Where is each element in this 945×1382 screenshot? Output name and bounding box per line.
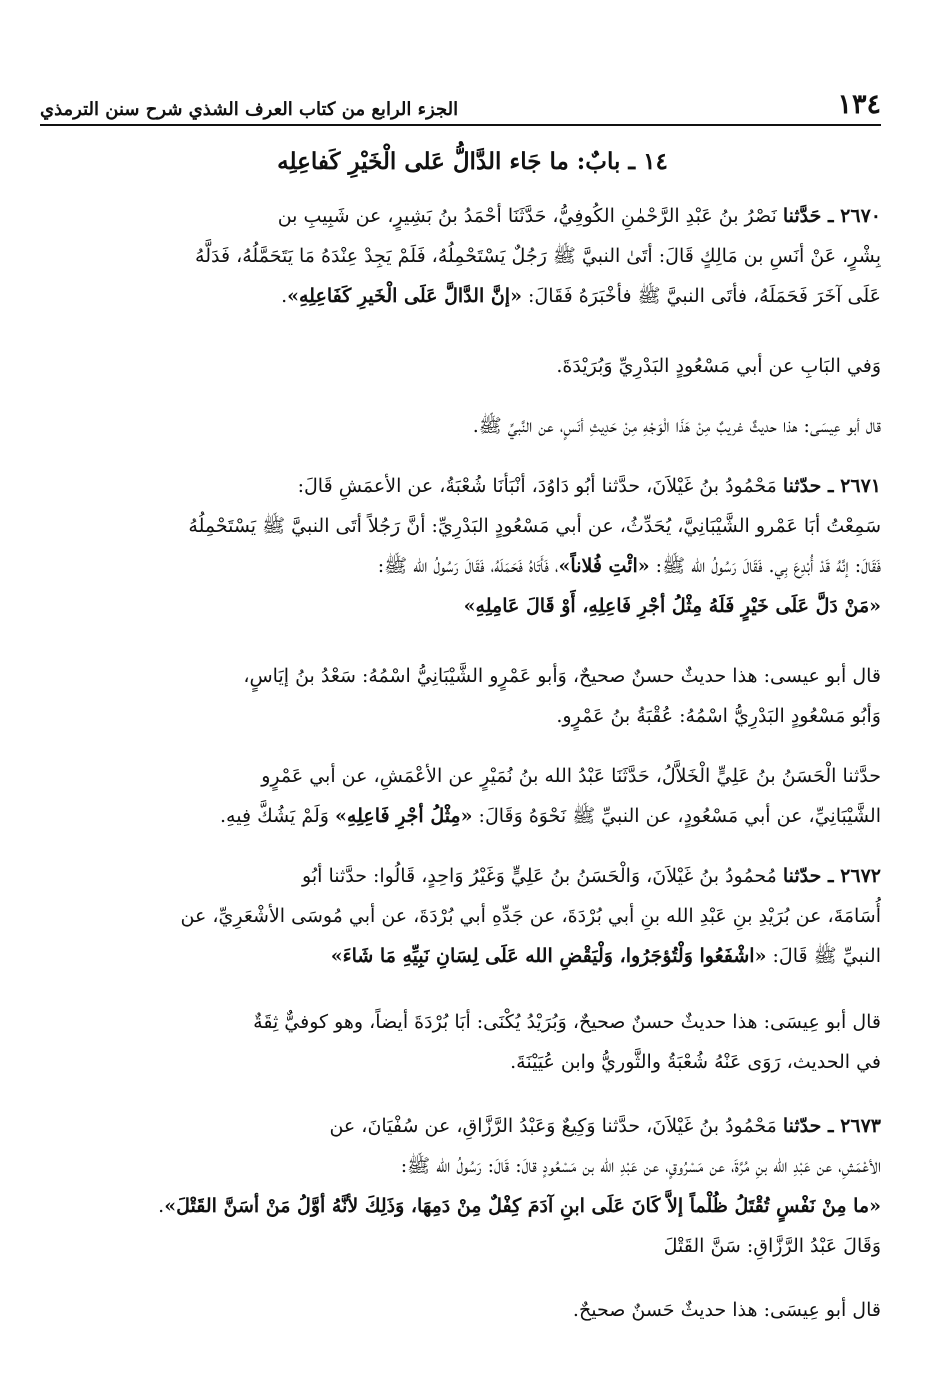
hadith-2672 — [40, 856, 881, 976]
text-run: بِشْرٍ، عَنْ أنَسِ بن مَالِكٍ قَالَ: أتَىٰ النبيَّ ﷺ رَجُلٌ يَسْتَحْمِلُهُ، فَلَمْ يَجِدْ عِنْدَهُ مَا يَتَحَمَّلُهُ، فَدَلَّهُ — [195, 245, 881, 267]
text-run: ، فَأَتَاهُ فَحَمَلَهُ، فَقَالَ رَسُولُ الله ﷺ: — [377, 555, 559, 577]
text-run: وَلَمْ يَشُكَّ فِيهِ. — [219, 805, 336, 827]
text-line — [40, 1106, 881, 1146]
chain-paragraph — [40, 756, 881, 836]
hadith-number: ٢٦٧٠ ـ حَدَّثنا — [782, 205, 881, 227]
text-line — [40, 796, 881, 836]
text-run: قال أبو عِيسَى: هذا حديثٌ حسنٌ صحيحٌ، وَبُرَيْدُ يُكْنَى: أبَا بُرْدَةَ أيضاً، وهو كوفيٌّ ثِقَةٌ — [253, 1011, 881, 1033]
text-line — [40, 1042, 881, 1082]
text-line — [40, 406, 881, 446]
text-run: عَلَى آخَرَ فَحَمَلَهُ، فأتَى النبيَّ ﷺ فأخْبَرَهُ فَقَالَ: — [521, 285, 881, 307]
text-run: في الحديث، رَوَى عَنْهُ شُعْبَةُ والثَّوريُّ وابن عُيَيْنَةَ. — [510, 1051, 881, 1073]
text-line — [40, 896, 881, 936]
hadith-number: ٢٦٧٣ ـ حدّثنا — [782, 1115, 881, 1137]
text-run: الشَّيْبَانِيِّ، عن أبي مَسْعُودٍ، عن النبيِّ ﷺ نَحْوَهُ وَقَالَ: — [472, 805, 881, 827]
page-header — [40, 70, 881, 126]
text-line — [40, 196, 881, 236]
text-run: قال أبو عِيسَى: هذا حديثٌ حَسنٌ صحيحٌ. — [572, 1299, 881, 1321]
text-run: فَقَالَ: إنَّهُ قَدْ أُبْدِعَ بِي. فَقَالَ رَسُولُ الله ﷺ: — [649, 555, 881, 577]
text-run: الأعْمَشِ، عن عَبْدِ الله بنِ مُرَّةَ، عن مَسْرُوقٍ، عن عَبْدِ الله بن مَسْعُودٍ قالَ: قَالَ: رَسُولُ الله ﷺ: — [400, 1155, 881, 1177]
text-run: النبيِّ ﷺ قَالَ: — [766, 945, 881, 967]
text-line — [40, 756, 881, 796]
hadith-number: ٢٦٧٢ ـ حدّثنا — [782, 865, 881, 887]
hadith-2670 — [40, 196, 881, 316]
text-line — [40, 936, 881, 976]
text-line — [40, 1146, 881, 1186]
text-run: حدَّثنا الْحَسَنُ بنُ عَلِيٍّ الْخَلاَّلُ، حَدَّثَنَا عَبْدُ الله بنُ نُمَيْرٍ عن الأعْمَشِ، عن أبي عَمْرٍو — [261, 765, 881, 787]
commentary-paragraph — [40, 1290, 881, 1330]
running-title: الجزء الرابع من كتاب العرف الشذي شرح سنن الترمذي — [40, 99, 459, 120]
text-run: أُسَامَةَ، عن بُرَيْدِ بنِ عَبْدِ الله بنِ أبي بُرْدَةَ، عن جَدِّهِ أبي بُرْدَةَ، عن أبي مُوسَى الأشْعَرِيِّ، عن — [180, 905, 881, 927]
prophetic-saying: «اشْفَعُوا وَلْتُؤجَرُوا، وَلْيَقْضِ الله عَلَى لِسَانِ نَبِيِّهِ مَا شَاءَ» — [330, 945, 767, 967]
text-run: . — [281, 285, 288, 307]
commentary-paragraph — [40, 656, 881, 736]
text-run: نَصْرُ بنُ عَبْدِ الرَّحْمٰنِ الكُوفِيُّ، حَدَّثَنَا أحْمَدُ بنُ بَشِيرٍ، عن شَبِيبِ بن — [277, 205, 783, 227]
text-line — [40, 856, 881, 896]
text-line — [40, 546, 881, 586]
prophetic-saying: «ائْتِ فُلاناً» — [558, 555, 650, 577]
page-number: ١٣٤ — [837, 89, 881, 120]
text-run: سَمِعْتُ أبَا عَمْرو الشَّيْبَانِيَّ، يُحَدِّثُ، عن أبي مَسْعُودٍ البَدْرِيِّ: أنَّ رَجُلاً أتَى النبيَّ ﷺ يَسْتَحْمِلُهُ — [188, 515, 881, 537]
commentary-paragraph — [40, 406, 881, 446]
text-line — [40, 1290, 881, 1330]
text-line — [40, 276, 881, 316]
text-line — [40, 466, 881, 506]
text-line — [40, 236, 881, 276]
text-line — [40, 656, 881, 696]
text-run: وَقَالَ عَبْدُ الرَّزَّاقِ: سَنَّ القَتْلَ — [663, 1235, 881, 1257]
hadith-2673 — [40, 1106, 881, 1266]
prophetic-saying: «ما مِنْ نَفْسٍ تُقْتَلُ ظُلْماً إلاَّ كَانَ عَلَى ابنِ آدَمَ كِفْلٌ مِنْ دَمِهَا، وَذَلِكَ لأنَّهُ أوَّلُ مَنْ أسَنَّ القَتْلَ» — [164, 1195, 881, 1217]
text-run: وَفي البَابِ عن أبي مَسْعُودٍ البَدْرِيِّ وَبُرَيْدَةَ. — [556, 355, 881, 377]
prophetic-saying: «إنَّ الدَّالَّ عَلَى الْخَيرِ كَفَاعِلِهِ» — [287, 285, 522, 307]
text-run: مَحْمُودُ بنُ غَيْلاَنَ، حدَّثنا أبُو دَاوُدَ، أنْبَأنَا شُعْبَةُ، عن الأعمَشِ قَالَ: — [297, 475, 783, 497]
hadith-2671 — [40, 466, 881, 626]
prophetic-saying: «مَنْ دَلَّ عَلَى خَيْرٍ فَلَهُ مِثْلُ أجْرِ فَاعِلِهِ، أَوْ قَالَ عَامِلِهِ» — [463, 595, 881, 617]
commentary-paragraph — [40, 1002, 881, 1082]
text-run: مُحمُودُ بنُ غَيْلاَنَ، وَالْحَسَنُ بنُ عَلِيٍّ وَغَيْرُ وَاحِدٍ، قَالُوا: حدَّثنا أبُو — [302, 865, 783, 887]
text-run: قال أبو عيسى: هذا حديثٌ حسنٌ صحيحٌ، وَأبو عَمْرٍو الشَّيْبَانِيُّ اسْمُهُ: سَعْدُ بنُ إيَاسٍ، — [243, 665, 881, 687]
text-line — [40, 1002, 881, 1042]
text-line — [40, 586, 881, 626]
text-line — [40, 346, 881, 386]
text-line — [40, 1226, 881, 1266]
text-line — [40, 506, 881, 546]
text-run: مَحْمُودُ بنُ غَيْلاَنَ، حدَّثنا وَكِيعٌ وَعَبْدُ الرَّزَّاقِ، عن سُفْيَانَ، عن — [329, 1115, 783, 1137]
text-line — [40, 1186, 881, 1226]
chapter-title: ١٤ ـ بابٌ: ما جَاء الدَّالُّ عَلى الْخَيْرِ كَفاعِلِه — [277, 148, 668, 175]
text-run: قال أبو عِيسَى: هذا حديثٌ غريبٌ مِنْ هَذَا الْوَجْهِ مِنْ حَدِيثِ أنَسٍ، عن النَّبيِّ ﷺ. — [472, 415, 881, 437]
note-paragraph — [40, 346, 881, 386]
hadith-number: ٢٦٧١ ـ حدّثنا — [782, 475, 881, 497]
text-line — [40, 696, 881, 736]
text-run: وَأبُو مَسْعُودٍ البَدْرِيُّ اسْمُهُ: عُقْبَةُ بنُ عَمْرٍو. — [556, 705, 881, 727]
prophetic-saying: «مِثْلُ أجْرِ فَاعِلِهِ» — [335, 805, 473, 827]
text-run: . — [158, 1195, 165, 1217]
